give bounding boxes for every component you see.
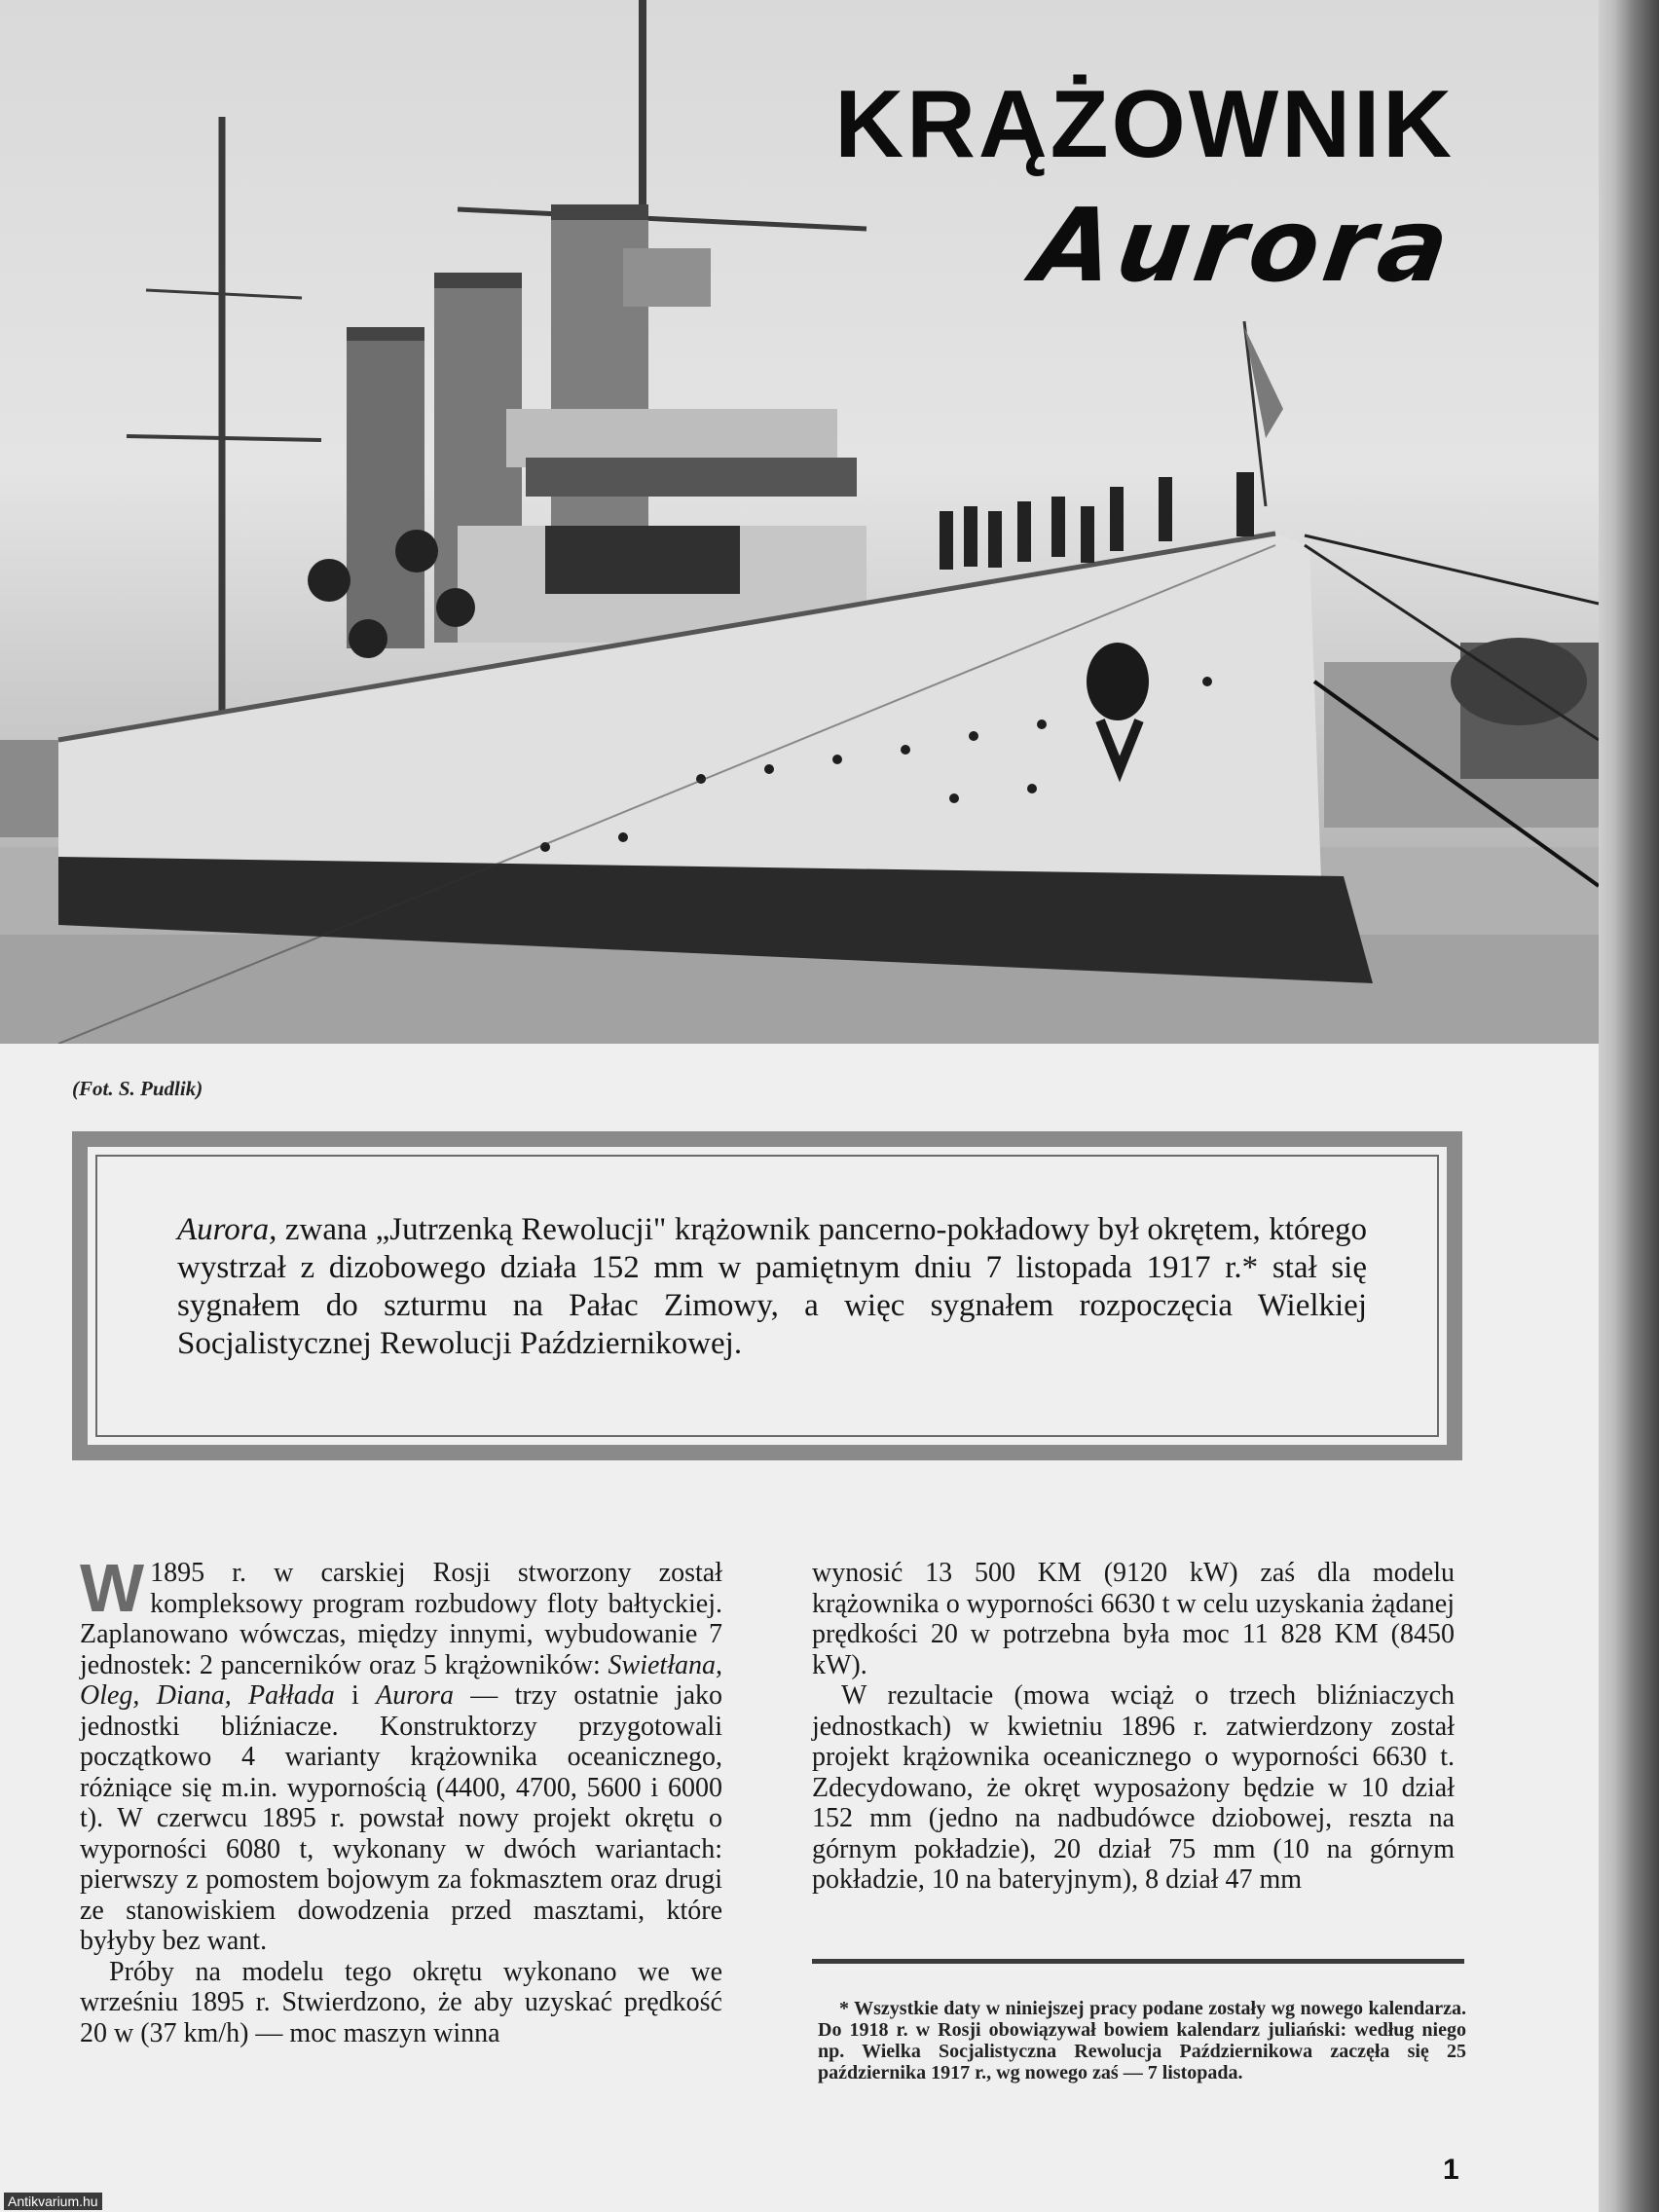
drop-cap: W bbox=[80, 1550, 145, 1626]
cruiser-photo bbox=[0, 0, 1599, 1044]
watermark: Antikvarium.hu bbox=[4, 2193, 102, 2210]
ship-names: Swietłana, Oleg, Diana, Pałłada bbox=[80, 1649, 722, 1711]
intro-box bbox=[72, 1131, 1462, 1460]
article-paragraph-4: W rezultacie (mowa wciąż o trzech bliźniaczych jednostkach) w kwietniu 1896 r. zatwierdzony został projekt krążownika oceanicznego o wyporności 6630 t. Zdecydowano, że okręt wyposażony będzie w 10 dział 152 mm (jedno na nadbudówce dziobowej, reszta na górnym pokładzie), 20 dział 75 mm (10 na górnym pokładzie, 10 na bateryjnym), 8 dział 47 mm bbox=[812, 1680, 1455, 1895]
footnote-divider bbox=[812, 1959, 1464, 1964]
title-line-2: Aurora bbox=[1026, 186, 1461, 305]
book-edge bbox=[1599, 0, 1659, 2212]
article-paragraph-2: Próby na modelu tego okrętu wykonano we we wrześniu 1895 r. Stwierdzono, że aby uzyskać prędkość 20 w (37 km/h) — moc maszyn winna bbox=[80, 1956, 722, 2048]
intro-text bbox=[177, 1211, 1367, 1363]
article-p1-text-b: — trzy ostatnie jako jednostki bliźniacze. Konstruktorzy przygotowali początkowo 4 warianty krążownika oceanicznego, różniące się m.in. wypornością (4400, 4700, 5600 i 6000 t). W czerwcu 1895 r. powstał nowy projekt okrętu o wyporności 6080 t, wykonany w dwóch wariantach: pierwszy z pomostem bojowym za fokmasztem oraz drugi ze stanowiskiem dowodzenia przed masztami, które byłyby bez want. bbox=[80, 1680, 722, 1956]
ship-name-aurora: Aurora bbox=[376, 1680, 454, 1711]
intro-lead: Aurora, bbox=[177, 1212, 277, 1247]
intro-body: zwana „Jutrzenką Rewolucji" krążownik pancerno-pokładowy był okrętem, którego wystrzał z dizobowego działa 152 mm w pamiętnym dniu 7 listopada 1917 r.* stał się sygnałem do szturmu na Pałac Zimowy, a więc sygnałem rozpoczęcia Wielkiej Socjalistycznej Rewolucji Październikowej. bbox=[177, 1212, 1367, 1361]
article-column-left bbox=[80, 1550, 722, 2048]
article-p1-text-a: 1895 r. w carskiej Rosji stworzony został kompleksowy program rozbudowy floty bałtyckiej. Zaplanowano wówczas, między innymi, wybudowanie 7 jednostek: 2 pancerników oraz 5 krążowników: bbox=[80, 1558, 722, 1680]
article-p1-and: i bbox=[334, 1680, 377, 1711]
article-paragraph-3: wynosić 13 500 KM (9120 kW) zaś dla modelu krążownika o wyporności 6630 t w celu uzyskania żądanej prędkości 20 w potrzebna była moc 11 828 KM (8450 kW). bbox=[812, 1558, 1455, 1680]
photo-credit: (Fot. S. Pudlik) bbox=[72, 1077, 203, 1100]
article-column-right bbox=[812, 1558, 1455, 1896]
page-number: 1 bbox=[1443, 2154, 1459, 2186]
article-paragraph-1 bbox=[80, 1550, 722, 1957]
footnote: * Wszystkie daty w niniejszej pracy podane zostały wg nowego kalendarza. Do 1918 r. w Rosji obowiązywał bowiem kalendarz juliański: według niego np. Wielka Socjalistyczna Rewolucja Październikowa zaczęła się 25 października 1917 r., wg nowego zaś — 7 listopada. bbox=[818, 1998, 1466, 2083]
title-line-1: KRĄŻOWNIK bbox=[834, 70, 1455, 177]
